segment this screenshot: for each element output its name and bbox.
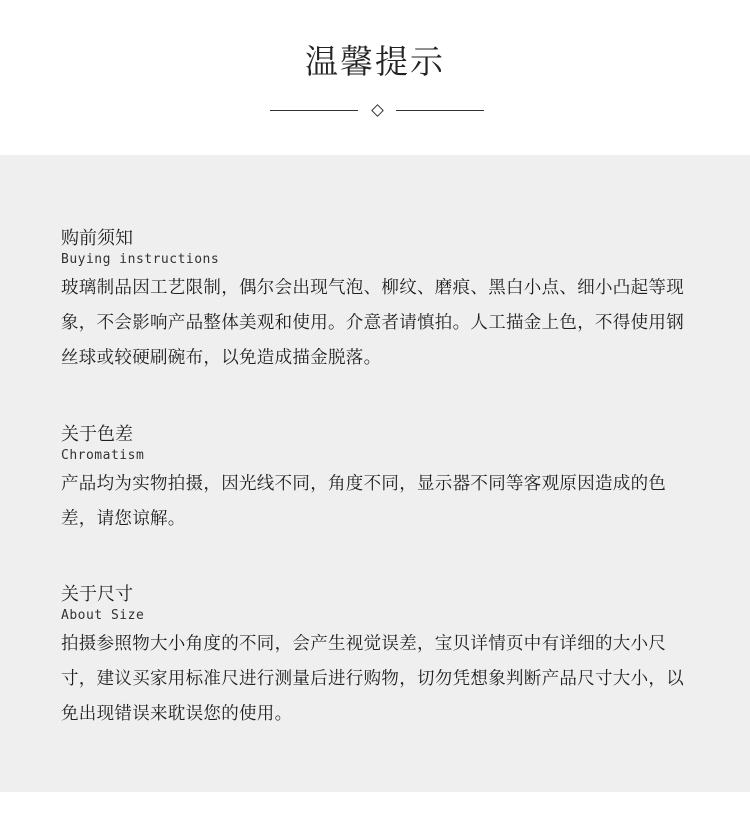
section-title: 关于色差 <box>61 424 133 445</box>
section-body: 产品均为实物拍摄，因光线不同，角度不同，显示器不同等客观原因造成的色差，请您谅解。 <box>61 474 667 529</box>
diamond-ornament-icon <box>371 104 384 117</box>
section-subtitle: Chromatism <box>61 448 145 463</box>
page-title: 温馨提示 <box>305 42 445 81</box>
section-title: 关于尺寸 <box>61 584 133 605</box>
header <box>0 0 750 155</box>
title-divider-left <box>270 110 358 111</box>
section-chromatism <box>61 424 701 537</box>
section-body: 拍摄参照物大小角度的不同，会产生视觉误差，宝贝详情页中有详细的大小尺寸，建议买家用标准尺进行测量后进行购物，切勿凭想象判断产品尺寸大小，以免出现错误来耽误您的使用。 <box>61 634 684 724</box>
section-subtitle: Buying instructions <box>61 252 220 267</box>
section-about-size <box>61 584 701 732</box>
section-subtitle: About Size <box>61 608 145 623</box>
notice-panel <box>0 155 750 792</box>
section-body: 玻璃制品因工艺限制，偶尔会出现气泡、柳纹、磨痕、黑白小点、细小凸起等现象，不会影响产品整体美观和使用。介意者请慎拍。人工描金上色，不得使用钢丝球或较硬刷碗布，以免造成描金脱落。 <box>61 278 684 368</box>
section-title: 购前须知 <box>61 228 133 249</box>
section-buying-instructions <box>61 228 701 376</box>
title-divider-right <box>396 110 484 111</box>
